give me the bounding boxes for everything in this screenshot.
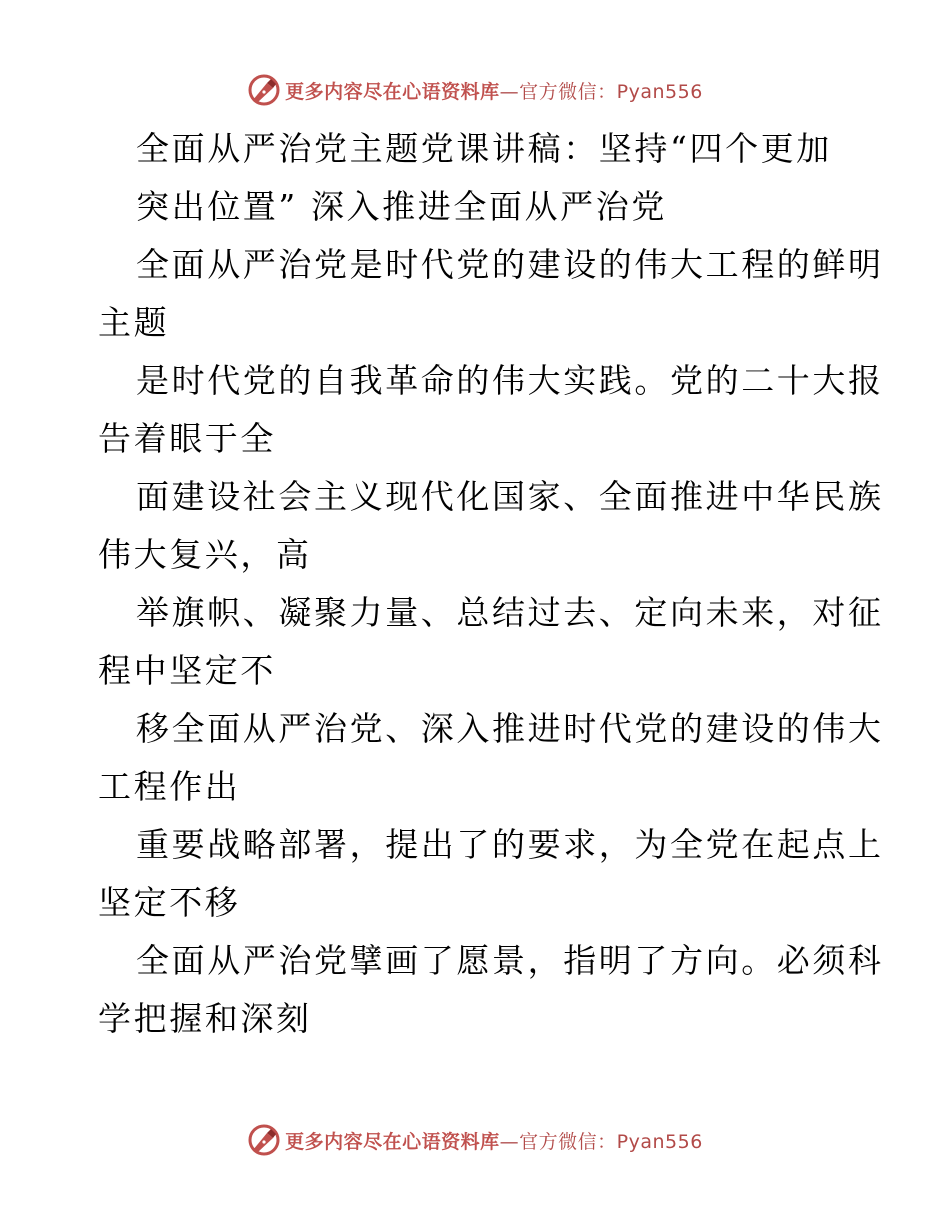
body-line: 坚定不移 <box>98 883 241 922</box>
header-banner-main-text: 更多内容尽在心语资料库 <box>285 80 500 103</box>
body-line: 是时代党的自我革命的伟大实践。党的二十大报 <box>136 361 884 400</box>
body-line: 全面从严治党是时代党的建设的伟大工程的鲜明 <box>136 245 884 284</box>
body-line: 学把握和深刻 <box>98 999 312 1038</box>
header-banner-wechat-text: 官方微信：Pyan556 <box>519 80 703 103</box>
title-line-2: 突出位置” 深入推进全面从严治党 <box>136 187 667 226</box>
header-banner-separator: — <box>499 80 520 103</box>
header-banner-content <box>247 73 703 107</box>
body-line: 重要战略部署，提出了的要求，为全党在起点上 <box>136 825 884 864</box>
body-line: 程中坚定不 <box>98 651 276 690</box>
body-line: 主题 <box>98 303 170 342</box>
title-line-1: 全面从严治党主题党课讲稿：坚持“四个更加 <box>136 129 832 168</box>
body-line: 面建设社会主义现代化国家、全面推进中华民族 <box>136 477 884 516</box>
body-line: 告着眼于全 <box>98 419 276 458</box>
body-line: 伟大复兴，高 <box>98 535 312 574</box>
body-line: 工程作出 <box>98 767 241 806</box>
body-line: 全面从严治党擘画了愿景，指明了方向。必须科 <box>136 941 884 980</box>
footer-banner-separator: — <box>499 1130 520 1153</box>
body-line: 举旗帜、凝聚力量、总结过去、定向未来，对征 <box>136 593 884 632</box>
footer-banner-main-text: 更多内容尽在心语资料库 <box>285 1130 500 1153</box>
document-body <box>98 120 884 1048</box>
pen-nib-logo-icon <box>247 73 281 107</box>
pen-nib-logo-icon <box>247 1123 281 1157</box>
footer-banner-content <box>247 1123 703 1157</box>
header-banner <box>0 70 950 110</box>
footer-banner-wechat-text: 官方微信：Pyan556 <box>519 1130 703 1153</box>
body-line: 移全面从严治党、深入推进时代党的建设的伟大 <box>136 709 884 748</box>
footer-banner <box>0 1120 950 1160</box>
